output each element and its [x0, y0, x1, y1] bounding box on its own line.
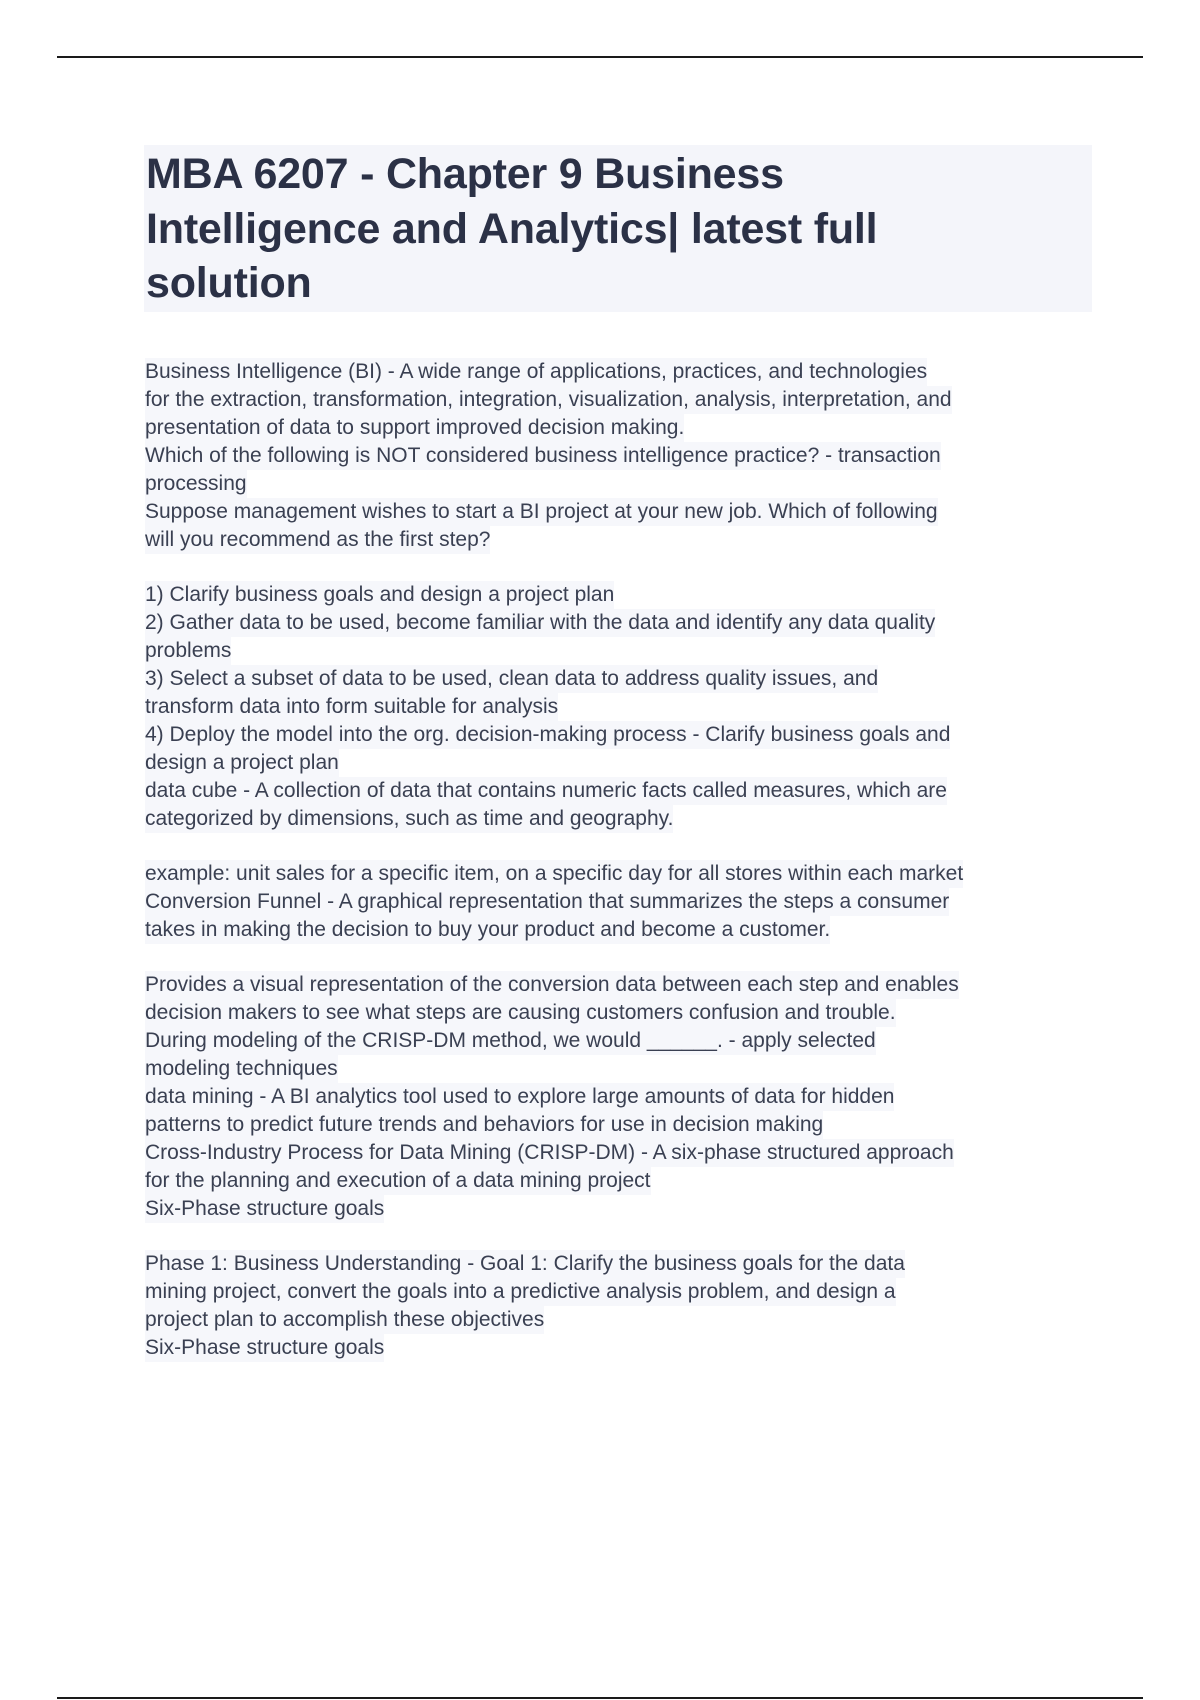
- body-line: During modeling of the CRISP-DM method, we would ______. - apply selected: [145, 1027, 876, 1055]
- body-line: Conversion Funnel - A graphical representation that summarizes the steps a consumer: [145, 888, 949, 916]
- body-line: data cube - A collection of data that contains numeric facts called measures, which are: [145, 777, 947, 805]
- paragraph-spacer: [145, 944, 1095, 971]
- body-line: Six-Phase structure goals: [145, 1334, 384, 1362]
- body-line: mining project, convert the goals into a predictive analysis problem, and design a: [145, 1278, 896, 1306]
- body-line: data mining - A BI analytics tool used to explore large amounts of data for hidden: [145, 1083, 894, 1111]
- paragraph-spacer: [145, 833, 1095, 860]
- body-line: 2) Gather data to be used, become familiar with the data and identify any data quality: [145, 609, 935, 637]
- body-line: 1) Clarify business goals and design a project plan: [145, 581, 614, 609]
- title-line: Intelligence and Analytics| latest full: [146, 204, 878, 253]
- body-line: for the extraction, transformation, integration, visualization, analysis, interpretation, and: [145, 386, 952, 414]
- body-line: 3) Select a subset of data to be used, clean data to address quality issues, and: [145, 665, 878, 693]
- document-body: [145, 358, 1095, 1362]
- body-line: Which of the following is NOT considered business intelligence practice? - transaction: [145, 442, 941, 470]
- title-block: [144, 145, 1092, 312]
- body-line: decision makers to see what steps are causing customers confusion and trouble.: [145, 999, 896, 1027]
- document-title: [146, 147, 1090, 311]
- body-line: Suppose management wishes to start a BI project at your new job. Which of following: [145, 498, 938, 526]
- body-line: will you recommend as the first step?: [145, 526, 490, 554]
- body-line: patterns to predict future trends and behaviors for use in decision making: [145, 1111, 823, 1139]
- body-line: example: unit sales for a specific item, on a specific day for all stores within each market: [145, 860, 963, 888]
- body-line: for the planning and execution of a data mining project: [145, 1167, 651, 1195]
- body-line: categorized by dimensions, such as time and geography.: [145, 805, 673, 833]
- title-line: solution: [146, 259, 312, 307]
- paragraph-spacer: [145, 1223, 1095, 1250]
- body-line: problems: [145, 637, 231, 665]
- body-line: Provides a visual representation of the conversion data between each step and enables: [145, 971, 959, 999]
- body-line: Cross-Industry Process for Data Mining (CRISP-DM) - A six-phase structured approach: [145, 1139, 954, 1167]
- body-line: design a project plan: [145, 749, 339, 777]
- body-line: presentation of data to support improved decision making.: [145, 414, 684, 442]
- body-line: Six-Phase structure goals: [145, 1195, 384, 1223]
- title-line: MBA 6207 - Chapter 9 Business: [146, 150, 784, 198]
- body-line: transform data into form suitable for analysis: [145, 693, 558, 721]
- body-line: processing: [145, 470, 247, 498]
- bottom-divider: [57, 1697, 1143, 1699]
- paragraph-spacer: [145, 554, 1095, 581]
- body-line: Business Intelligence (BI) - A wide range of applications, practices, and technologies: [145, 358, 927, 386]
- body-line: Phase 1: Business Understanding - Goal 1: Clarify the business goals for the data: [145, 1250, 905, 1278]
- body-line: 4) Deploy the model into the org. decision-making process - Clarify business goals and: [145, 721, 950, 749]
- body-line: project plan to accomplish these objectives: [145, 1306, 544, 1334]
- body-line: takes in making the decision to buy your product and become a customer.: [145, 916, 830, 944]
- body-line: modeling techniques: [145, 1055, 338, 1083]
- top-divider: [57, 56, 1143, 58]
